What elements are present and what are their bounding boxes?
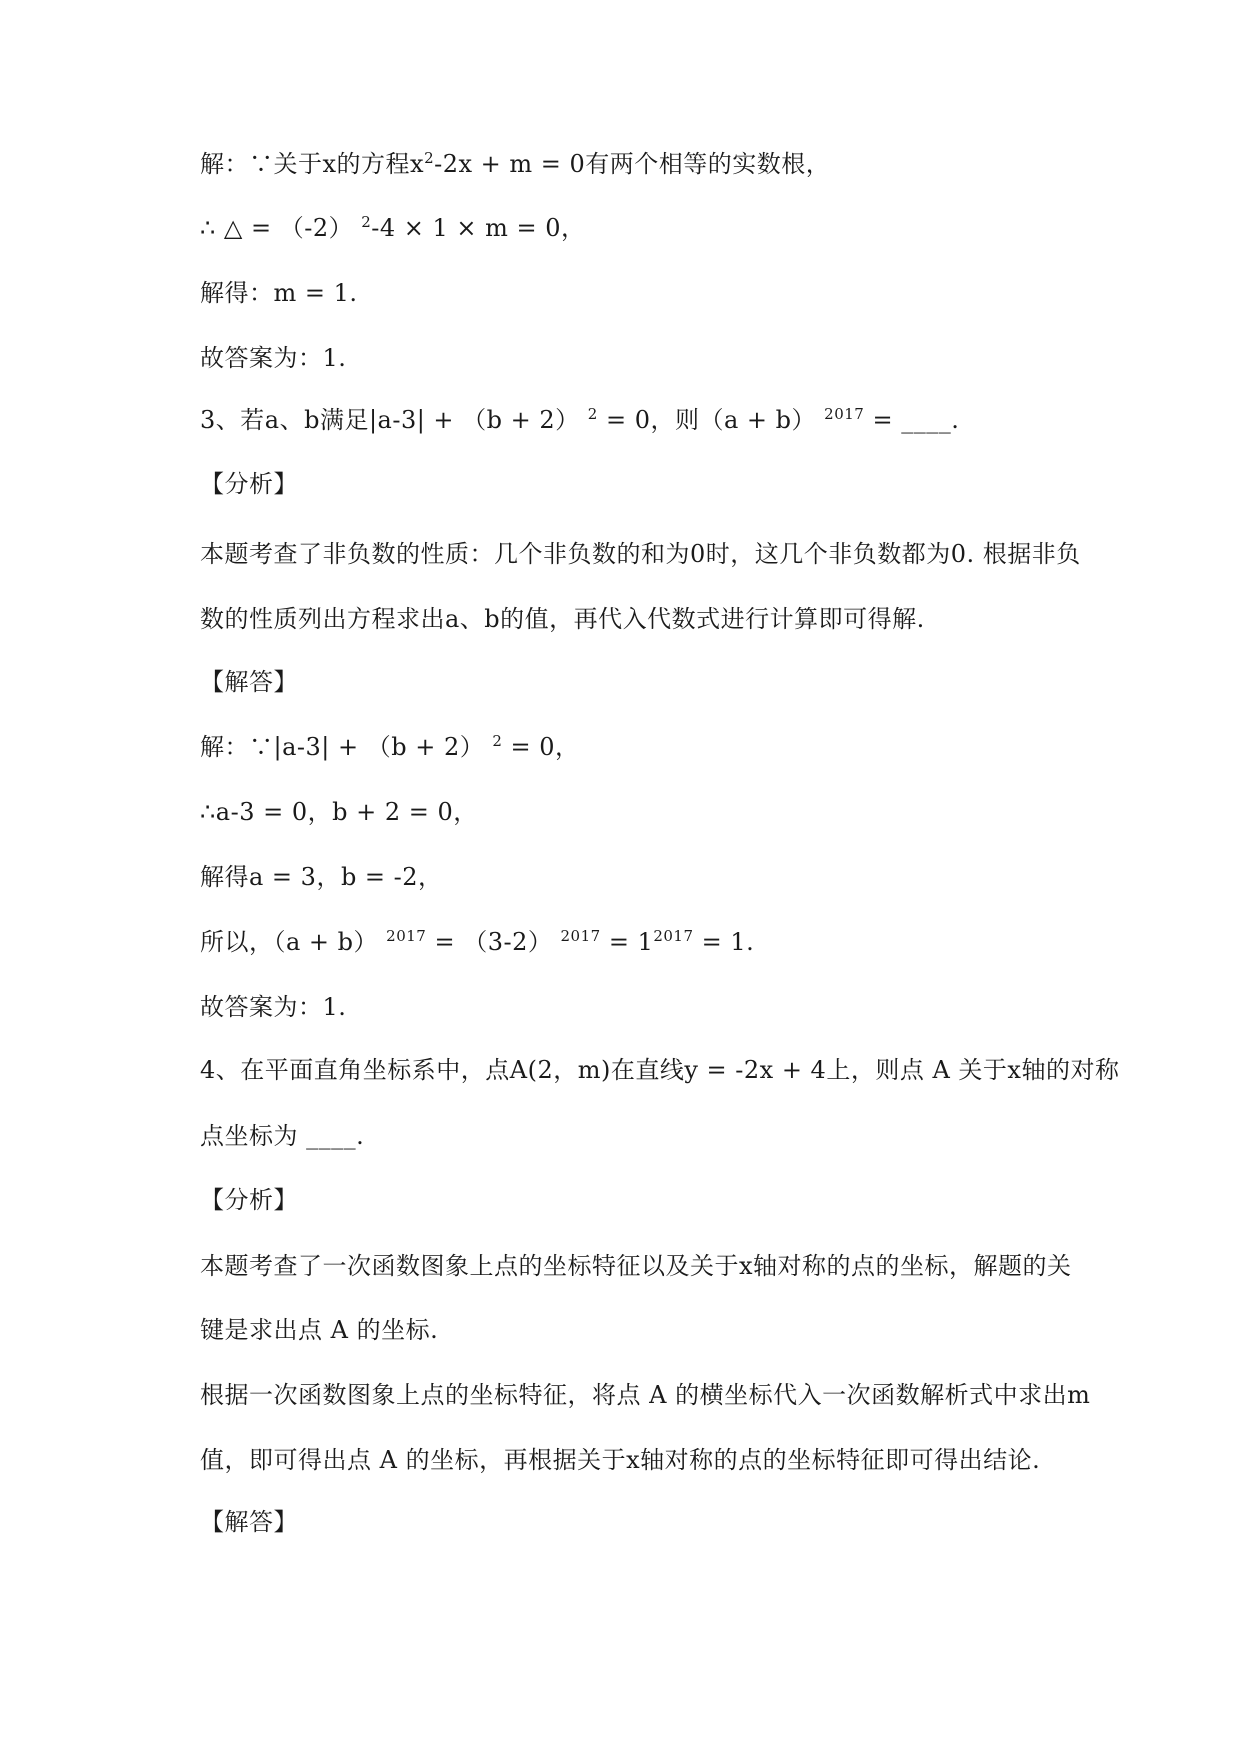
analysis-heading-q4: 【分析】 (200, 1186, 298, 1214)
analysis-text-q3-line2: 数的性质列出方程求出a、b的值，再代入代数式进行计算即可得解. (200, 605, 925, 633)
analysis-text-q4-line3: 根据一次函数图象上点的坐标特征，将点 A 的横坐标代入一次函数解析式中求出m (200, 1381, 1091, 1409)
question-3: 3、若a、b满足|a-3| + （b + 2） $^2$ = 0，则（a + b） $^{2017}$ = ____. (200, 405, 960, 434)
answer-heading-q4: 【解答】 (200, 1508, 298, 1536)
analysis-text-q4-line2: 键是求出点 A 的坐标. (200, 1316, 439, 1344)
discriminant-line: ∴ △ = （-2） $^2$-4 × 1 × m = 0， (200, 213, 586, 242)
solution-q3-line4: 所以，（a + b） $^{2017}$ = （3-2） $^{2017} = 1^{2017} = 1$. (200, 927, 755, 956)
question-4-line1: 4、在平面直角坐标系中，点A(2，m)在直线y = -2x + 4上，则点 A 关于x轴的对称 (200, 1056, 1120, 1084)
solution-q3-line1: 解：∵|a-3| + （b + 2） $^2$ = 0， (200, 732, 580, 761)
answer-line-q2: 故答案为：1. (200, 344, 347, 372)
analysis-text-q4-line1: 本题考查了一次函数图象上点的坐标特征以及关于x轴对称的点的坐标，解题的关 (200, 1252, 1072, 1280)
analysis-heading-q3: 【分析】 (200, 470, 298, 498)
solution-line-1: 解：∵关于x的方程$x^2-2x + m = 0$有两个相等的实数根， (200, 149, 831, 178)
solution-q3-line2: ∴a-3 = 0，b + 2 = 0， (200, 798, 478, 826)
question-4-line2: 点坐标为 ____. (200, 1122, 365, 1150)
solution-q3-line3: 解得a = 3，b = -2， (200, 863, 443, 891)
answer-line-q3: 故答案为：1. (200, 993, 347, 1021)
analysis-text-q4-line4: 值，即可得出点 A 的坐标，再根据关于x轴对称的点的坐标特征即可得出结论. (200, 1446, 1041, 1474)
result-line-m: 解得：m = 1. (200, 279, 358, 307)
analysis-text-q3-line1: 本题考查了非负数的性质：几个非负数的和为0时，这几个非负数都为0. 根据非负 (200, 540, 1081, 568)
answer-heading-q3: 【解答】 (200, 668, 298, 696)
